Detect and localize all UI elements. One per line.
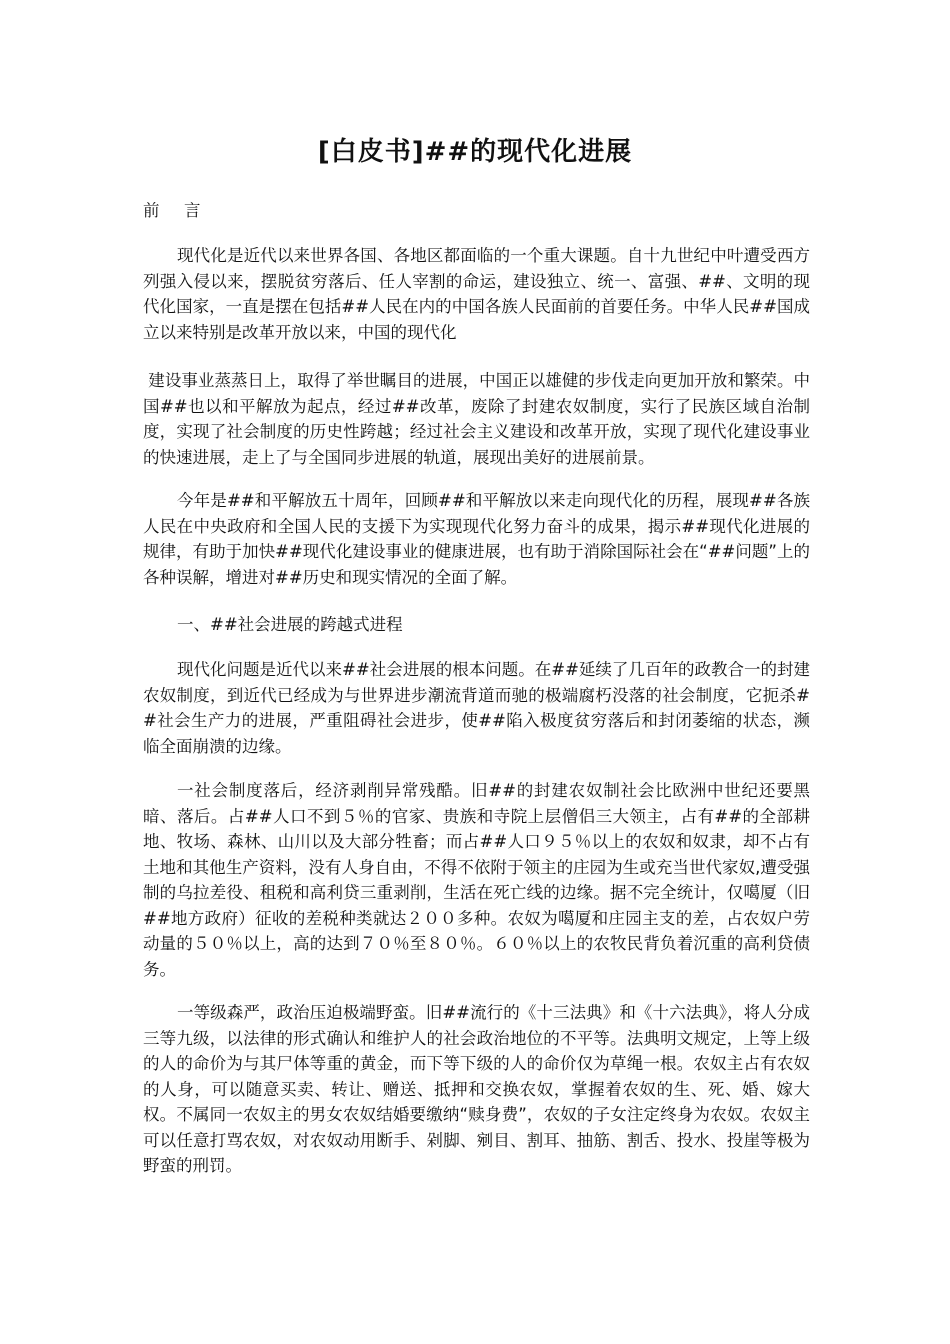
paragraph-intro-1: 现代化是近代以来世界各国、各地区都面临的一个重大课题。自十九世纪中叶遭受西方列强入侵以来，摆脱贫穷落后、任人宰割的命运，建设独立、统一、富强、##、文明的现代化国家，一直是摆在包括##人民在内的中国各族人民面前的首要任务。中华人民##国成立以来特别是改革开放以来，中国的现代化: [143, 246, 810, 342]
section-heading-1: 一、##社会进展的跨越式进程: [177, 615, 403, 634]
document-title: [白皮书]##的现代化进展: [317, 137, 633, 167]
paragraph-section1-1: 现代化问题是近代以来##社会进展的根本问题。在##延续了几百年的政教合一的封建农奴制度，到近代已经成为与世界进步潮流背道而驰的极端腐朽没落的社会制度，它扼杀##社会生产力的进展，严重阻碍社会进步，使##陷入极度贫穷落后和封闭萎缩的状态，濒临全面崩溃的边缘。: [143, 660, 810, 756]
paragraph-section1-3: 一等级森严，政治压迫极端野蛮。旧##流行的《十三法典》和《十六法典》，将人分成三等九级，以法律的形式确认和维护人的社会政治地位的不平等。法典明文规定，上等上级的人的命价为与其尸体等重的黄金，而下等下级的人的命价仅为草绳一根。农奴主占有农奴的人身，可以随意买卖、转让、赠送、抵押和交换农奴，掌握着农奴的生、死、婚、嫁大权。不属同一农奴主的男女农奴结婚要缴纳“赎身费”，农奴的子女注定终身为农奴。农奴主可以任意打骂农奴，对农奴动用断手、剁脚、剜目、割耳、抽筋、割舌、投水、投崖等极为野蛮的刑罚。: [143, 1003, 810, 1175]
paragraph-intro-3: 今年是##和平解放五十周年，回顾##和平解放以来走向现代化的历程，展现##各族人民在中央政府和全国人民的支援下为实现现代化努力奋斗的成果，揭示##现代化进展的规律，有助于加快##现代化建设事业的健康进展，也有助于消除国际社会在“##问题”上的各种误解，增进对##历史和现实情况的全面了解。: [143, 491, 810, 587]
preface-heading: 前 言: [143, 201, 205, 220]
paragraph-section1-2: 一社会制度落后，经济剥削异常残酷。旧##的封建农奴制社会比欧洲中世纪还要黑暗、落后。占##人口不到５％的官家、贵族和寺院上层僧侣三大领主，占有##的全部耕地、牧场、森林、山川以及大部分牲畜；而占##人口９５％以上的农奴和奴隶，却不占有土地和其他生产资料，没有人身自由，不得不依附于领主的庄园为生或充当世代家奴,遭受强制的乌拉差役、租税和高利贷三重剥削，生活在死亡线的边缘。据不完全统计，仅噶厦（旧##地方政府）征收的差税种类就达２００多种。农奴为噶厦和庄园主支的差，占农奴户劳动量的５０％以上，高的达到７０％至８０％。６０％以上的农牧民背负着沉重的高利贷债务。: [143, 781, 810, 979]
paragraph-intro-2: 建设事业蒸蒸日上，取得了举世瞩目的进展，中国正以雄健的步伐走向更加开放和繁荣。中国##也以和平解放为起点，经过##改革，废除了封建农奴制度，实行了民族区域自治制度，实现了社会制度的历史性跨越；经过社会主义建设和改革开放，实现了现代化建设事业的快速进展，走上了与全国同步进展的轨道，展现出美好的进展前景。: [143, 371, 811, 467]
